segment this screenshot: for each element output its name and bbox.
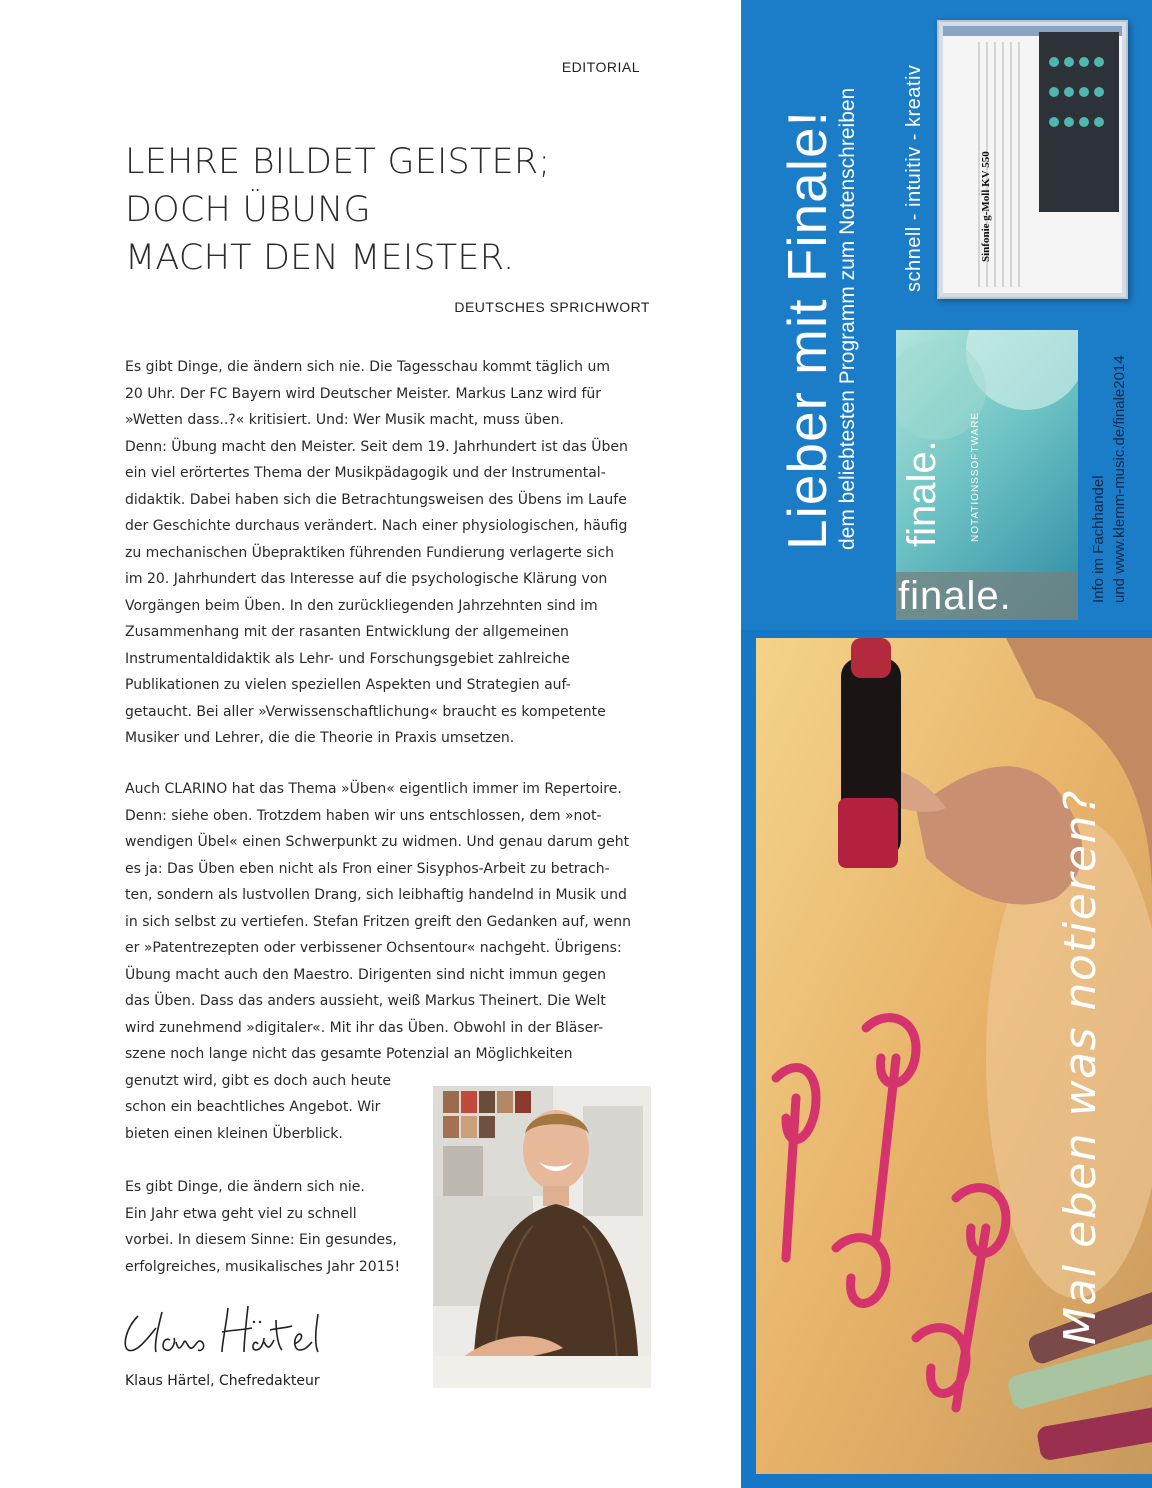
text-line: Denn: Übung macht den Meister. Seit dem 19. Jahrhundert ist das Üben: [125, 438, 628, 455]
text-line: Übung macht auch den Maestro. Dirigenten sind nicht immun gegen: [125, 966, 606, 983]
text-line: getaucht. Bei aller »Verwissenschaftlichung« braucht es kompetente: [125, 703, 606, 720]
finale-logo-subtitle: NOTATIONSSOFTWARE: [970, 411, 981, 542]
headline: [125, 138, 685, 282]
text-line: Ein Jahr etwa geht viel zu schnell: [125, 1205, 357, 1222]
text-line: er »Patentrezepten oder verbissener Ochsentour« nachgeht. Übrigens:: [125, 940, 622, 956]
text-line: bieten einen kleinen Überblick.: [125, 1125, 343, 1142]
ad-tagline: schnell - intuitiv - kreativ: [903, 64, 925, 292]
text-line: vorbei. In diesem Sinne: Ein gesundes,: [125, 1232, 397, 1248]
editorial-paragraph-3: [125, 1174, 400, 1280]
text-line: Publikationen zu vielen speziellen Aspekten und Strategien auf-: [125, 677, 571, 693]
text-line: erfolgreiches, musikalisches Jahr 2015!: [125, 1258, 401, 1275]
signature-caption: Klaus Härtel, Chefredakteur: [125, 1373, 320, 1389]
finale-logo-horizontal: finale.: [898, 574, 1012, 618]
ad-info-line-2: und www.klemm-music.de/finale2014: [1111, 355, 1128, 603]
text-line: schon ein beachtliches Angebot. Wir: [125, 1099, 381, 1115]
ad-subheadline: dem beliebtesten Programm zum Notenschreiben: [836, 87, 859, 550]
text-line: Zusammenhang mit der rasanten Entwicklung der allgemeinen: [125, 624, 569, 640]
text-line: szene noch lange nicht das gesamte Potenzial an Möglichkeiten: [125, 1046, 573, 1062]
ad-photo-slogan: Mal eben was notieren?: [1055, 789, 1106, 1345]
text-line: Es gibt Dinge, die ändern sich nie. Die Tagesschau kommt täglich um: [125, 359, 611, 375]
text-line: Vorgängen beim Üben. In den zurückliegenden Jahrzehnten sind im: [125, 597, 598, 614]
signature: [118, 1298, 388, 1368]
quote-source: DEUTSCHES SPRICHWORT: [454, 299, 650, 315]
ad-headline: Lieber mit Finale!: [776, 110, 838, 550]
finale-software-screenshot: [937, 20, 1128, 299]
text-line: ein viel erörtertes Thema der Musikpädagogik und der Instrumental-: [125, 465, 606, 481]
text-line: Es gibt Dinge, die ändern sich nie.: [125, 1179, 365, 1195]
text-line: in sich selbst zu vertiefen. Stefan Fritzen greift den Gedanken auf, wenn: [125, 913, 631, 930]
ad-info-line-1: Info im Fachhandel: [1090, 475, 1107, 603]
headline-line: MACHT DEN MEISTER.: [125, 238, 515, 278]
text-line: Instrumentaldidaktik als Lehr- und Forschungsgebiet zahlreiche: [125, 650, 570, 667]
text-line: wird zunehmend »digitaler«. Mit ihr das Üben. Obwohl in der Bläser-: [125, 1019, 604, 1036]
text-line: wendigen Übel« einen Schwerpunkt zu widmen. Und genau darum geht: [125, 834, 630, 850]
section-label: EDITORIAL: [561, 59, 640, 75]
text-line: der Geschichte durchaus verändert. Nach einer physiologischen, häufig: [125, 518, 628, 534]
text-line: ten, sondern als lustvollen Drang, sich leibhaftig handelnd in Musik und: [125, 887, 627, 903]
text-line: das Üben. Dass das anders aussieht, weiß Markus Theinert. Die Welt: [125, 993, 606, 1009]
text-line: im 20. Jahrhundert das Interesse auf die psychologische Klärung von: [125, 571, 608, 587]
text-line: zu mechanischen Übepraktiken führenden Fundierung verlagerte sich: [125, 544, 615, 561]
text-line: »Wetten dass..?« kritisiert. Und: Wer Musik macht, muss üben.: [125, 412, 564, 428]
finale-logo-vertical: finale.: [900, 440, 944, 547]
text-line: Musiker und Lehrer, die die Theorie in Praxis umsetzen.: [125, 730, 515, 746]
text-line: 20 Uhr. Der FC Bayern wird Deutscher Meister. Markus Lanz wird für: [125, 385, 602, 402]
headline-line: DOCH ÜBUNG: [125, 190, 371, 230]
text-line: es ja: Das Üben eben nicht als Fron einer Sisyphos-Arbeit zu betrach-: [125, 860, 610, 877]
text-line: genutzt wird, gibt es doch auch heute: [125, 1072, 392, 1089]
text-line: Denn: siehe oben. Trotzdem haben wir uns entschlossen, dem »not-: [125, 807, 602, 824]
screenshot-title: Sinfonie g-Moll KV 550: [980, 151, 992, 262]
headline-line: LEHRE BILDET GEISTER;: [125, 142, 551, 182]
editorial-paragraph-1: [125, 354, 628, 752]
text-line: didaktik. Dabei haben sich die Betrachtungsweisen des Übens im Laufe: [125, 491, 627, 508]
editor-portrait-photo: [433, 1086, 651, 1388]
text-line: Auch CLARINO hat das Thema »Üben« eigentlich immer im Repertoire.: [125, 781, 622, 797]
